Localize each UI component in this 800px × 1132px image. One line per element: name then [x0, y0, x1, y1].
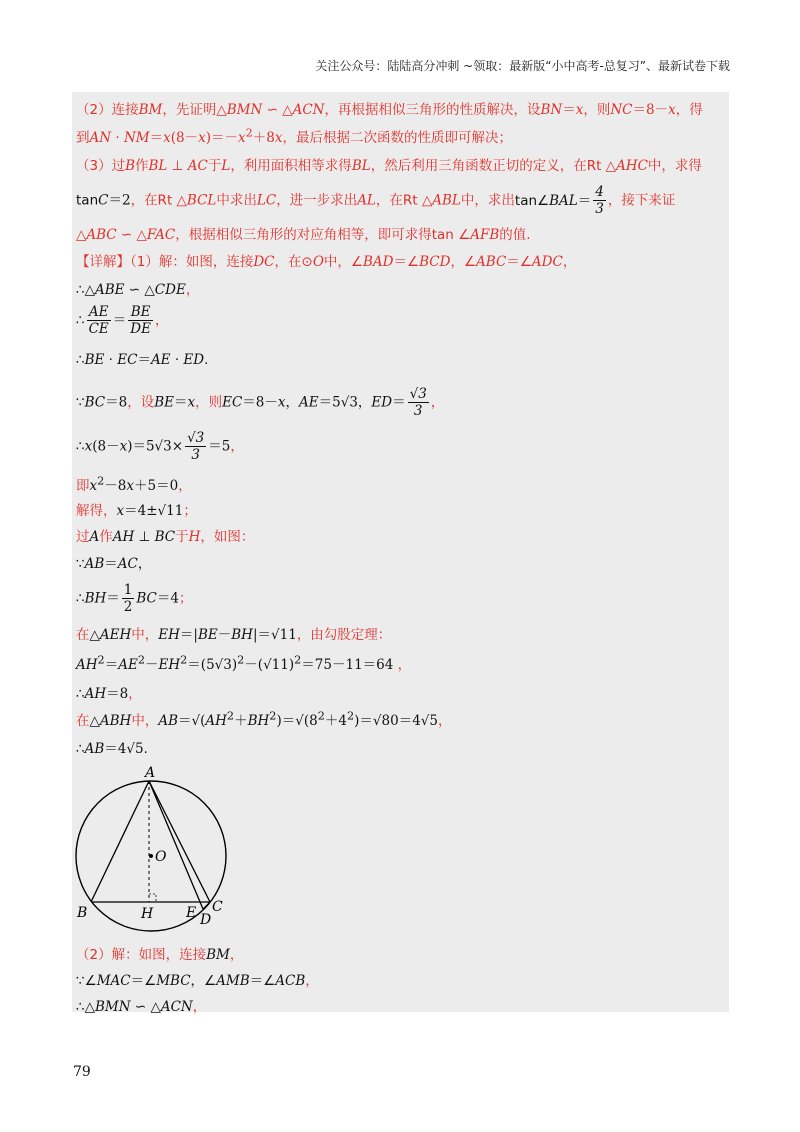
line-ratio: ∴ $\frac{AE}{CE}$ ＝ $\frac{BE}{DE}$ ， — [76, 304, 169, 337]
page-number: 79 — [73, 1064, 91, 1080]
label-e: E — [186, 905, 197, 921]
line-isosceles: ∵AB＝AC， — [76, 556, 152, 572]
label-b: B — [77, 905, 88, 921]
circle-triangle-diagram — [72, 762, 252, 932]
label-a: A — [145, 765, 156, 781]
line-similar-2: ∴△BMN ∽ △ACN， — [76, 999, 207, 1015]
line-eh: 在△AEH中，EH＝|BE－BH|＝√11，由勾股定理： — [76, 627, 392, 643]
label-h: H — [141, 906, 154, 922]
page-header: 关注公众号：陆陆高分冲刺 ~领取：最新版“小中高考-总复习”、最新试卷下载 — [315, 59, 730, 73]
line-part2-start: （2）解：如图，连接BM， — [76, 947, 244, 963]
label-d: D — [200, 912, 212, 928]
line-pythagoras-1: $AH^2=AE^2-EH^2=(5√3)^2-(√11)^2=75-11=64$ ， — [76, 653, 412, 673]
right-angle-mark — [149, 894, 156, 902]
line-analysis-2b: 到AN · $NM=x(8-x)=-x^2+8x$，最后根据二次函数的性质即可解决； — [76, 126, 512, 146]
line-quadratic: 即$x^2-8x+5=0$， — [76, 474, 192, 494]
line-perpendicular: 过A作AH ⊥ BC于H，如图： — [76, 529, 255, 545]
line-solve: 解得，x＝4±√11； — [76, 503, 197, 519]
line-detail-start: 【详解】（1）解：如图，连接DC，在⊙O中，∠BAD＝∠BCD，∠ABC＝∠ADC， — [76, 254, 577, 270]
line-analysis-3b: tanC＝2，在Rt △BCL中求出LC，进一步求出AL，在Rt △ABL中，求出tan∠BAL＝ $\frac{4}{3}$ ，接下来证 — [76, 184, 676, 217]
line-pythagoras-2: 在△ABH中，$AB=√(AH^2+BH^2)=√(8^2+4^2)=√80=4√5$， — [76, 709, 452, 729]
line-given-values: ∵BC＝8，设BE＝x，则EC＝8－x，AE＝5√3，ED＝ $\frac{√3}{3}$ ， — [76, 386, 445, 419]
line-ah: ∴AH＝8， — [76, 686, 142, 702]
segment-ab — [91, 781, 149, 902]
line-angles: ∵∠MAC＝∠MBC，∠AMB＝∠ACB， — [76, 973, 319, 989]
line-analysis-3c: △ABC ∽ △FAC，根据相似三角形的对应角相等，即可求得tan ∠AFB的值. — [76, 227, 531, 243]
line-ab-result: ∴AB＝4√5. — [76, 741, 148, 757]
label-c: C — [212, 899, 223, 915]
line-bh: ∴BH＝ $\frac{1}{2}$ BC＝4； — [76, 582, 193, 615]
segment-cd — [203, 902, 210, 909]
line-analysis-3a: （3）过B作BL ⊥ AC于L，利用面积相等求得BL，然后利用三角函数正切的定义，在Rt △AHC中，求得 — [76, 158, 702, 174]
line-similar-1: ∴△ABE ∽ △CDE， — [76, 282, 200, 298]
label-o: O — [155, 849, 167, 865]
line-product: ∴BE · EC＝AE · ED. — [76, 352, 209, 368]
line-equation: ∴x(8－x)＝5√3× $\frac{√3}{3}$ ＝5， — [76, 430, 244, 463]
center-point — [149, 854, 153, 858]
segment-ad — [149, 781, 203, 909]
solution-content — [72, 92, 729, 1015]
line-analysis-2a: （2）连接BM，先证明△BMN ∽ △ACN，再根据相似三角形的性质解决，设BN＝x，则NC＝8－x，得 — [76, 102, 703, 118]
